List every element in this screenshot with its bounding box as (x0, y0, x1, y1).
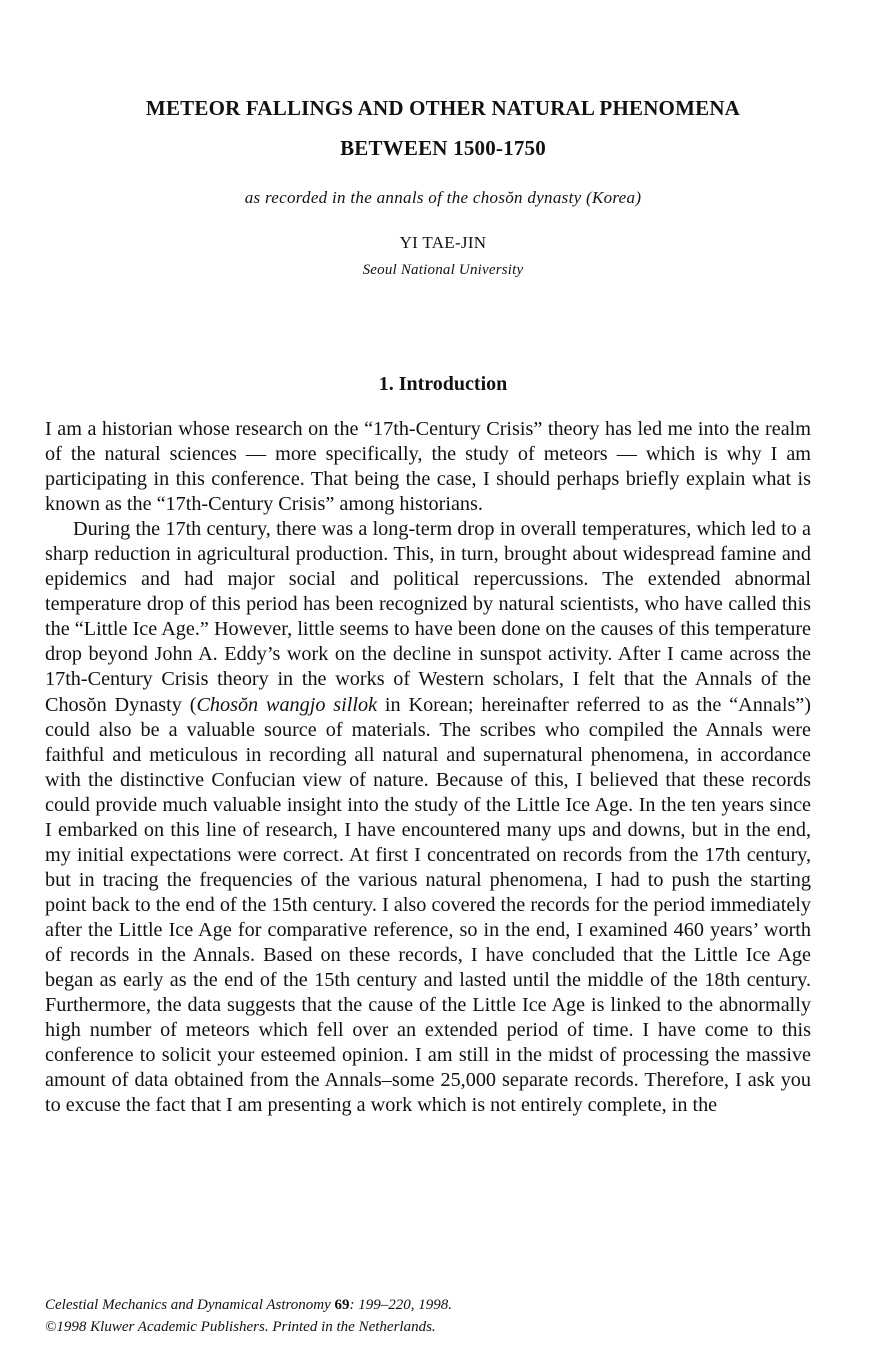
author-affiliation: Seoul National University (362, 262, 524, 278)
paragraph-2-part-b: in Korean; hereinafter referred to as the “Annals”) could also be a valuable source of materials. The scribes who compiled the Annals were faithful and meticulous in recording all natural and supernatural phenomena, in accordance with the distinctive Confucian view of nature. Because of this, I believed that these records could provide much valuable insight into the study of the Little Ice Age. In the ten years since I embarked on this line of research, I have encountered many ups and downs, but in the end, my initial expectations were correct. At first I concentrated on records from the 17th century, but in tracing the frequencies of the various natural phenomena, I had to push the starting point back to the end of the 15th century. I also covered the records for the period immediately after the Little Ice Age for comparative reference, so in the end, I examined 460 years’ worth of records in the Annals. Based on these records, I have concluded that the Little Ice Age began as early as the end of the 15th century and lasted until the middle of the 18th century. Furthermore, the data suggests that the cause of the Little Ice Age is linked to the abnormally high number of meteors which fell over an extended period of time. I have come to this conference to solicit your esteemed opinion. I am still in the midst of processing the massive amount of data obtained from the Annals–some 25,000 separate records. Therefore, I ask you to excuse the fact that I am presenting a work which is not entirely complete, in the (45, 693, 811, 1117)
paragraph-2-italic-term: Chosŏn wangjo sillok (196, 693, 378, 716)
paragraph-2 (45, 517, 811, 1118)
paper-title-line1: METEOR FALLINGS AND OTHER NATURAL PHENOMENA (145, 96, 741, 120)
paragraph-1: I am a historian whose research on the “17th-Century Crisis” theory has led me into the realm of the natural sciences — more specifically, the study of meteors — which is why I am participating in this conference. That being the case, I should perhaps briefly explain what is known as the “17th-Century Crisis” among historians. (45, 418, 811, 516)
paper-subtitle: as recorded in the annals of the chosŏn dynasty (Korea) (244, 188, 642, 207)
journal-volume: 69 (334, 1297, 350, 1313)
copyright-line: ©1998 Kluwer Academic Publishers. Printed in the Netherlands. (45, 1319, 436, 1335)
journal-name: Celestial Mechanics and Dynamical Astronomy (45, 1297, 331, 1313)
author-name: YI TAE-JIN (399, 233, 487, 252)
section-heading: 1. Introduction (378, 373, 508, 395)
citation-line (45, 1294, 811, 1316)
paper-title-line2: BETWEEN 1500-1750 (340, 136, 546, 160)
body-text (45, 417, 811, 1118)
journal-pages-year: : 199–220, 1998. (349, 1297, 453, 1313)
journal-footer (45, 1294, 811, 1338)
paragraph-2-part-a: During the 17th century, there was a long-term drop in overall temperatures, which led to a sharp reduction in agricultural production. This, in turn, brought about widespread famine and epidemics and had major social and political repercussions. The extended abnormal temperature drop of this period has been recognized by natural scientists, who have called this the “Little Ice Age.” However, little seems to have been done on the causes of this temperature drop beyond John A. Eddy’s work on the decline in sunspot activity. After I came across the 17th-Century Crisis theory in the works of Western scholars, I felt that the Annals of the Chosŏn Dynasty ( (45, 518, 811, 716)
